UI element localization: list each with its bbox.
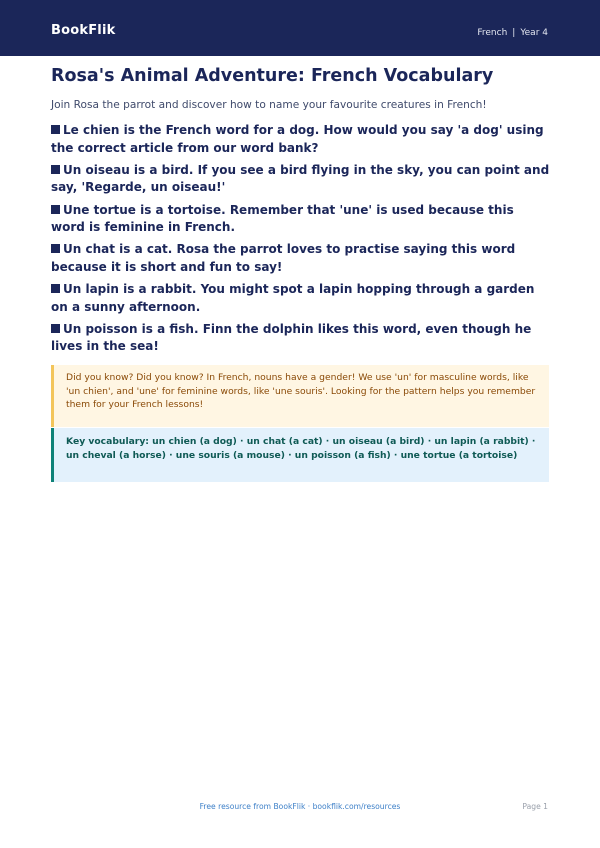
subject-label: French [477, 28, 508, 38]
year-label: Year 4 [520, 28, 548, 38]
square-bullet-icon [51, 205, 60, 214]
square-bullet-icon [51, 244, 60, 253]
question-item [51, 321, 551, 356]
square-bullet-icon [51, 324, 60, 333]
separator: | [512, 28, 516, 38]
question-text: Un chat is a cat. Rosa the parrot loves to practise saying this word because it is short and fun to say! [51, 242, 516, 274]
page-title: Rosa's Animal Adventure: French Vocabulary [51, 66, 494, 86]
question-item [51, 122, 551, 157]
tip-text: Did you know? Did you know? In French, nouns have a gender! We use 'un' for masculine words, like 'un chien', and 'une' for feminine words, like 'une souris'. Looking for the pattern helps you remember them for your French lessons! [66, 372, 536, 411]
question-item [51, 202, 551, 237]
question-item [51, 281, 551, 316]
question-text: Un poisson is a fish. Finn the dolphin likes this word, even though he lives in the sea! [51, 321, 532, 354]
question-text: Le chien is the French word for a dog. How would you say 'a dog' using the correct article from our word bank? [51, 123, 544, 155]
square-bullet-icon [51, 125, 60, 134]
square-bullet-icon [51, 284, 60, 293]
footer-resource-link[interactable]: Free resource from BookFlik · bookflik.com/resources [199, 802, 401, 811]
question-list [51, 122, 551, 361]
key-vocabulary-box [51, 428, 549, 482]
question-text: Une tortue is a tortoise. Remember that 'une' is used because this word is feminine in French. [51, 202, 514, 235]
subject-year-label [477, 28, 548, 38]
top-banner [0, 0, 600, 56]
brand-logo-text[interactable]: BookFlik [51, 23, 116, 38]
question-item [51, 241, 551, 276]
vocab-text: Key vocabulary: un chien (a dog) · un chat (a cat) · un oiseau (a bird) · un lapin (a rabbit) · un cheval (a horse) · une souris (a mouse) · un poisson (a fish) · une tortue (a tortoise) [66, 436, 536, 461]
question-item [51, 162, 551, 197]
question-text: Un oiseau is a bird. If you see a bird flying in the sky, you can point and say, 'Regarde, un oiseau!' [51, 162, 550, 195]
square-bullet-icon [51, 165, 60, 174]
question-text: Un lapin is a rabbit. You might spot a lapin hopping through a garden on a sunny afternoon. [51, 282, 535, 314]
intro-text: Join Rosa the parrot and discover how to name your favourite creatures in French! [51, 99, 487, 111]
did-you-know-callout [51, 365, 549, 427]
page-number: Page 1 [522, 802, 548, 811]
